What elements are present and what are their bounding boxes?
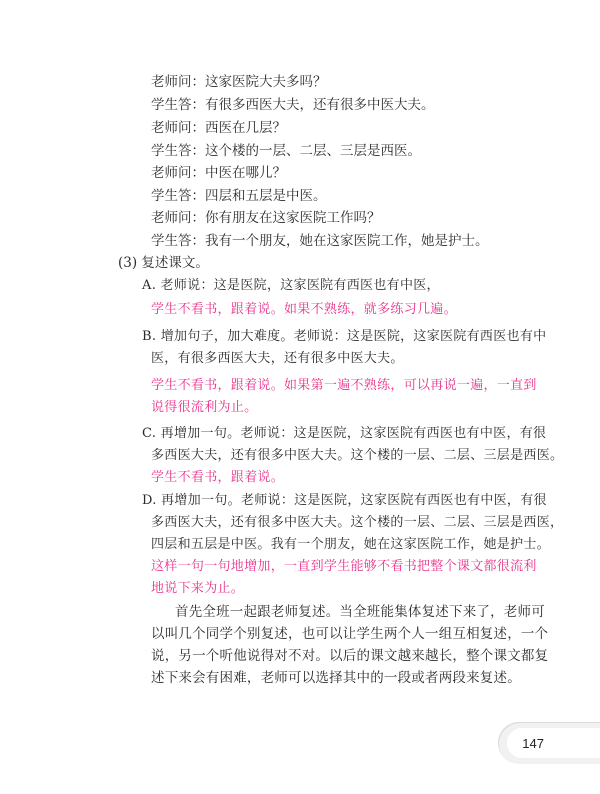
closing-paragraph-line: 说，另一个听他说得对不对。以后的课文越来越长，整个课文都复 [151, 648, 549, 664]
section-heading: (3) 复述课文。 [118, 255, 209, 271]
dialogue-line: 老师问：西医在几层？ [151, 120, 286, 136]
dialogue-line: 学生答：这个楼的一层、二层、三层是西医。 [151, 143, 421, 159]
dialogue-line: 老师问：这家医院大夫多吗？ [151, 74, 327, 90]
dialogue-line: 学生答：我有一个朋友，她在这家医院工作，她是护士。 [151, 233, 489, 249]
item-c-text: C. 再增加一句。老师说：这是医院，这家医院有西医也有中医，有很 [142, 426, 547, 441]
item-a-text: A. 老师说：这是医院，这家医院有西医也有中医， [142, 278, 440, 293]
item-c-note: 学生不看书，跟着说。 [151, 470, 285, 485]
item-b-note: 说得很流利为止。 [151, 400, 258, 415]
page-number-tab-inner [507, 728, 600, 758]
closing-paragraph-line: 首先全班一起跟老师复述。当全班能集体复述下来了，老师可 [175, 604, 545, 620]
dialogue-line: 学生答：四层和五层是中医。 [151, 188, 327, 204]
item-d-text: D. 再增加一句。老师说：这是医院，这家医院有西医也有中医，有很 [142, 493, 547, 508]
closing-paragraph-line: 述下来会有困难，老师可以选择其中的一段或者两段来复述。 [151, 670, 521, 686]
item-d-text: 多西医大夫，还有很多中医大夫。这个楼的一层、二层、三层是西医， [151, 515, 564, 530]
dialogue-line: 老师问：你有朋友在这家医院工作吗？ [151, 210, 381, 226]
item-d-text: 四层和五层是中医。我有一个朋友，她在这家医院工作，她是护士。 [151, 537, 551, 552]
page-number: 147 [522, 736, 544, 751]
item-b-text: 医，有很多西医大夫，还有很多中医大夫。 [151, 351, 404, 366]
closing-paragraph-line: 以叫几个同学个别复述，也可以让学生两个人一组互相复述，一个 [151, 626, 549, 642]
item-c-text: 多西医大夫，还有很多中医大夫。这个楼的一层、二层、三层是西医。 [151, 448, 564, 463]
dialogue-line: 学生答：有很多西医大夫，还有很多中医大夫。 [151, 97, 435, 113]
item-b-note: 学生不看书，跟着说。如果第一遍不熟练，可以再说一遍，一直到 [151, 378, 537, 393]
item-b-text: B. 增加句子，加大难度。老师说：这是医院，这家医院有西医也有中 [142, 329, 547, 344]
item-d-note: 这样一句一句地增加，一直到学生能够不看书把整个课文都很流利 [151, 559, 537, 574]
dialogue-line: 老师问：中医在哪儿？ [151, 165, 286, 181]
item-d-note: 地说下来为止。 [151, 581, 245, 596]
item-a-note: 学生不看书，跟着说。如果不熟练，就多练习几遍。 [151, 302, 457, 317]
